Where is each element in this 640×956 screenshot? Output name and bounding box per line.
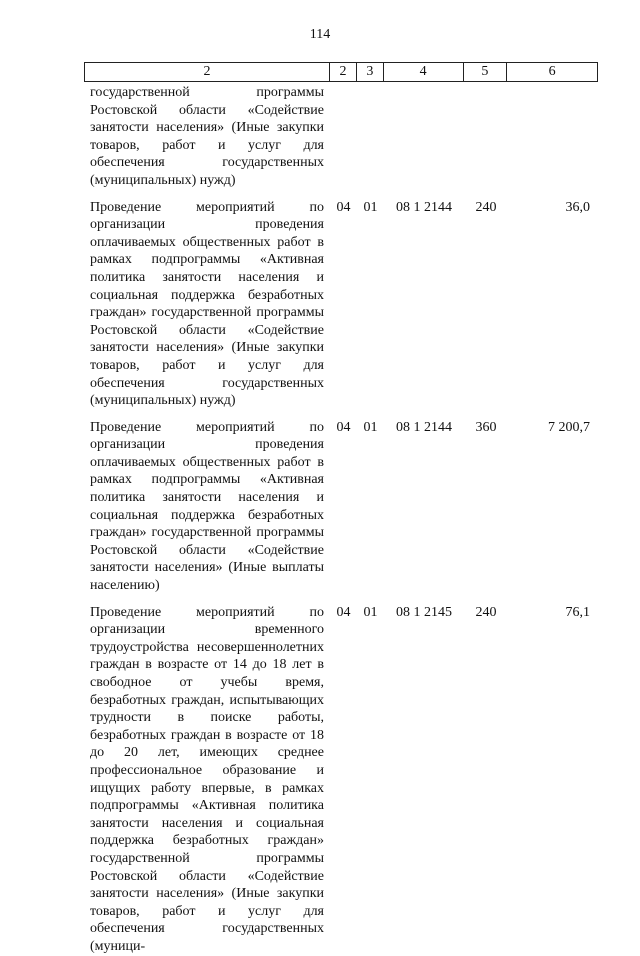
row-amount [508, 84, 598, 190]
table-row [84, 604, 598, 956]
row-target-article [384, 84, 464, 190]
row-section [330, 84, 357, 190]
header-col-6: 6 [548, 64, 556, 79]
row-section: 04 [336, 419, 351, 435]
header-col-2b: 2 [330, 63, 357, 81]
row-target-article: 08 1 2144 [396, 199, 452, 215]
table-row [84, 84, 598, 190]
row-description: Проведение мероприятий по организации проведения оплачиваемых общественных работ в рамках подпрограммы «Активная политика занятости населения и социальная поддержка безработных граждан» государственной программы Ростовской области «Содействие занятости населения» (Иные выплаты населению) [90, 419, 324, 594]
row-expense-type [464, 84, 508, 190]
row-description: Проведение мероприятий по организации временного трудоустройства несовершеннолетних граждан в возрасте от 14 до 18 лет в свободное от учебы время, безработных граждан, испытывающих трудности в поиске работы, безработных граждан в возрасте от 18 до 20 лет, имеющих среднее профессиональное образование и ищущих работу впервые, в рамках подпрограммы «Активная политика занятости населения и социальная поддержка безработных граждан» государственной программы Ростовской области «Содействие занятости населения» (Иные закупки товаров, работ и услуг для обеспечения государственных (муници- [90, 604, 324, 954]
header-col-5: 5 [464, 63, 508, 81]
page-number: 114 [309, 27, 331, 42]
header-col-2a: 2 [85, 63, 330, 81]
row-section: 04 [336, 199, 351, 215]
row-section: 04 [336, 604, 351, 620]
header-col-4: 4 [384, 63, 464, 81]
row-amount: 7 200,7 [548, 419, 590, 435]
table-row [84, 199, 598, 410]
row-amount: 36,0 [565, 199, 590, 215]
row-subsection: 01 [363, 199, 378, 215]
row-expense-type: 240 [475, 604, 497, 620]
row-subsection: 01 [363, 604, 378, 620]
header-col-3: 3 [357, 63, 384, 81]
row-description: Проведение мероприятий по организации проведения оплачиваемых общественных работ в рамках подпрограммы «Активная политика занятости населения и социальная поддержка безработных граждан» государственной программы Ростовской области «Содействие занятости населения» (Иные закупки товаров, работ и услуг для обеспечения государственных (муниципальных) нужд) [90, 199, 324, 409]
row-expense-type: 240 [475, 199, 497, 215]
row-subsection [357, 84, 384, 190]
row-subsection: 01 [363, 419, 378, 435]
table-body [84, 84, 598, 956]
row-target-article: 08 1 2144 [396, 419, 452, 435]
row-target-article: 08 1 2145 [396, 604, 452, 620]
row-amount: 76,1 [565, 604, 590, 620]
row-expense-type: 360 [475, 419, 497, 435]
table-row [84, 419, 598, 595]
row-description: государственной программы Ростовской области «Содействие занятости населения» (Иные закупки товаров, работ и услуг для обеспечения государственных (муниципальных) нужд) [90, 85, 324, 188]
table-header [84, 62, 598, 82]
